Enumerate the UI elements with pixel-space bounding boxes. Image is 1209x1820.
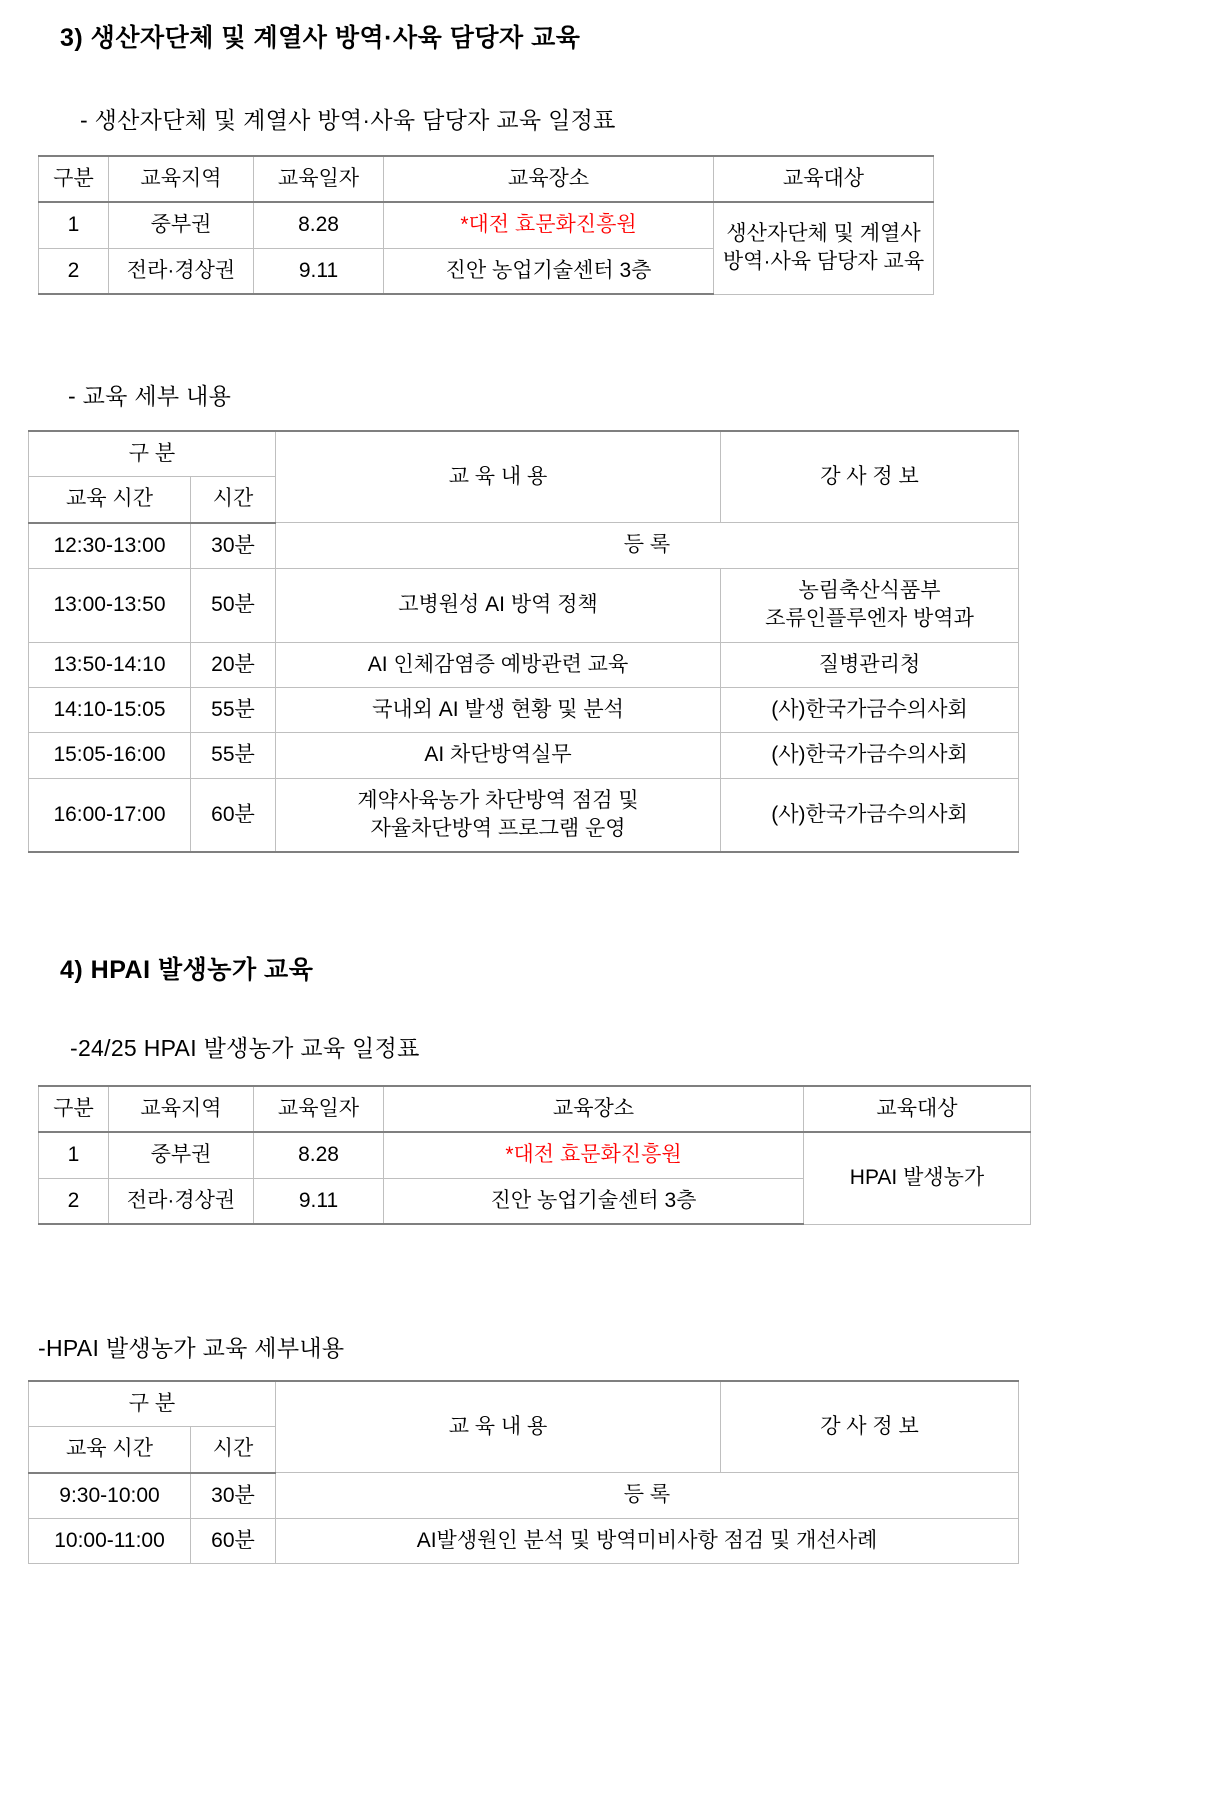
col-header-group: 구 분 — [29, 1381, 276, 1427]
cell-target: 생산자단체 및 계열사 방역·사육 담당자 교육 — [714, 202, 934, 294]
section-3-detail-subheading: - 교육 세부 내용 — [68, 383, 232, 409]
table-row — [29, 1519, 1019, 1564]
col-header-date: 교육일자 — [254, 1086, 384, 1132]
cell-time: 15:05-16:00 — [29, 733, 191, 778]
cell-time: 13:00-13:50 — [29, 569, 191, 643]
cell-time: 9:30-10:00 — [29, 1473, 191, 1519]
table-row — [29, 1473, 1019, 1519]
cell-region: 전라·경상권 — [109, 1178, 254, 1224]
table-row — [29, 642, 1019, 687]
col-header-duration: 시간 — [191, 477, 276, 523]
cell-no: 2 — [39, 248, 109, 294]
cell-time: 12:30-13:00 — [29, 523, 191, 569]
cell-duration: 30분 — [191, 523, 276, 569]
table-header-row — [39, 1086, 1031, 1132]
cell-content: 등 록 — [276, 1473, 1019, 1519]
cell-region: 중부권 — [109, 1132, 254, 1178]
col-header-target: 교육대상 — [714, 156, 934, 202]
col-header-lecturer: 강 사 정 보 — [721, 1381, 1019, 1473]
cell-no: 1 — [39, 202, 109, 248]
col-header-time: 교육 시간 — [29, 1427, 191, 1473]
cell-lecturer: (사)한국가금수의사회 — [721, 778, 1019, 852]
section-3-detail-table — [28, 430, 1019, 853]
col-header-group: 구 분 — [29, 431, 276, 477]
cell-lecturer: (사)한국가금수의사회 — [721, 733, 1019, 778]
cell-lecturer: (사)한국가금수의사회 — [721, 688, 1019, 733]
cell-place: 진안 농업기술센터 3층 — [384, 248, 714, 294]
col-header-region: 교육지역 — [109, 1086, 254, 1132]
cell-region: 중부권 — [109, 202, 254, 248]
cell-date: 8.28 — [254, 1132, 384, 1178]
col-header-date: 교육일자 — [254, 156, 384, 202]
col-header-content: 교 육 내 용 — [276, 1381, 721, 1473]
cell-no: 1 — [39, 1132, 109, 1178]
cell-duration: 55분 — [191, 733, 276, 778]
cell-lecturer: 질병관리청 — [721, 642, 1019, 687]
section-4-detail-table — [28, 1380, 1019, 1564]
table-row — [29, 733, 1019, 778]
cell-duration: 20분 — [191, 642, 276, 687]
col-header-content: 교 육 내 용 — [276, 431, 721, 523]
cell-time: 10:00-11:00 — [29, 1519, 191, 1564]
cell-duration: 60분 — [191, 1519, 276, 1564]
cell-duration: 55분 — [191, 688, 276, 733]
section-3-schedule-subheading: - 생산자단체 및 계열사 방역·사육 담당자 교육 일정표 — [80, 107, 616, 133]
table-row — [29, 688, 1019, 733]
col-header-no: 구분 — [39, 156, 109, 202]
section-4-detail-subheading: -HPAI 발생농가 교육 세부내용 — [38, 1335, 345, 1361]
col-header-time: 교육 시간 — [29, 477, 191, 523]
table-header-row — [39, 156, 934, 202]
col-header-no: 구분 — [39, 1086, 109, 1132]
col-header-place: 교육장소 — [384, 1086, 804, 1132]
cell-time: 16:00-17:00 — [29, 778, 191, 852]
col-header-duration: 시간 — [191, 1427, 276, 1473]
table-row — [29, 523, 1019, 569]
cell-content: AI 인체감염증 예방관련 교육 — [276, 642, 721, 687]
cell-region: 전라·경상권 — [109, 248, 254, 294]
cell-duration: 50분 — [191, 569, 276, 643]
col-header-lecturer: 강 사 정 보 — [721, 431, 1019, 523]
col-header-region: 교육지역 — [109, 156, 254, 202]
cell-time: 13:50-14:10 — [29, 642, 191, 687]
cell-content: 계약사육농가 차단방역 점검 및 자율차단방역 프로그램 운영 — [276, 778, 721, 852]
section-4-schedule-table — [38, 1085, 1031, 1225]
cell-target: HPAI 발생농가 — [804, 1132, 1031, 1224]
table-row — [29, 778, 1019, 852]
table-header-row-group — [29, 431, 1019, 477]
section-3-heading: 3) 생산자단체 및 계열사 방역·사육 담당자 교육 — [60, 24, 581, 52]
table-row — [39, 1132, 1031, 1178]
section-4-schedule-subheading: -24/25 HPAI 발생농가 교육 일정표 — [70, 1035, 420, 1061]
table-row — [29, 569, 1019, 643]
cell-place: *대전 효문화진흥원 — [384, 1132, 804, 1178]
section-3-schedule-table — [38, 155, 934, 295]
cell-place: 진안 농업기술센터 3층 — [384, 1178, 804, 1224]
cell-content: AI발생원인 분석 및 방역미비사항 점검 및 개선사례 — [276, 1519, 1019, 1564]
cell-content: 고병원성 AI 방역 정책 — [276, 569, 721, 643]
cell-duration: 30분 — [191, 1473, 276, 1519]
cell-content: 등 록 — [276, 523, 1019, 569]
cell-time: 14:10-15:05 — [29, 688, 191, 733]
cell-date: 8.28 — [254, 202, 384, 248]
cell-content: 국내외 AI 발생 현황 및 분석 — [276, 688, 721, 733]
cell-date: 9.11 — [254, 1178, 384, 1224]
table-header-row-group — [29, 1381, 1019, 1427]
cell-lecturer: 농림축산식품부 조류인플루엔자 방역과 — [721, 569, 1019, 643]
section-4-heading: 4) HPAI 발생농가 교육 — [60, 956, 314, 984]
cell-date: 9.11 — [254, 248, 384, 294]
table-row — [39, 202, 934, 248]
cell-no: 2 — [39, 1178, 109, 1224]
col-header-place: 교육장소 — [384, 156, 714, 202]
cell-place: *대전 효문화진흥원 — [384, 202, 714, 248]
cell-content: AI 차단방역실무 — [276, 733, 721, 778]
cell-duration: 60분 — [191, 778, 276, 852]
col-header-target: 교육대상 — [804, 1086, 1031, 1132]
